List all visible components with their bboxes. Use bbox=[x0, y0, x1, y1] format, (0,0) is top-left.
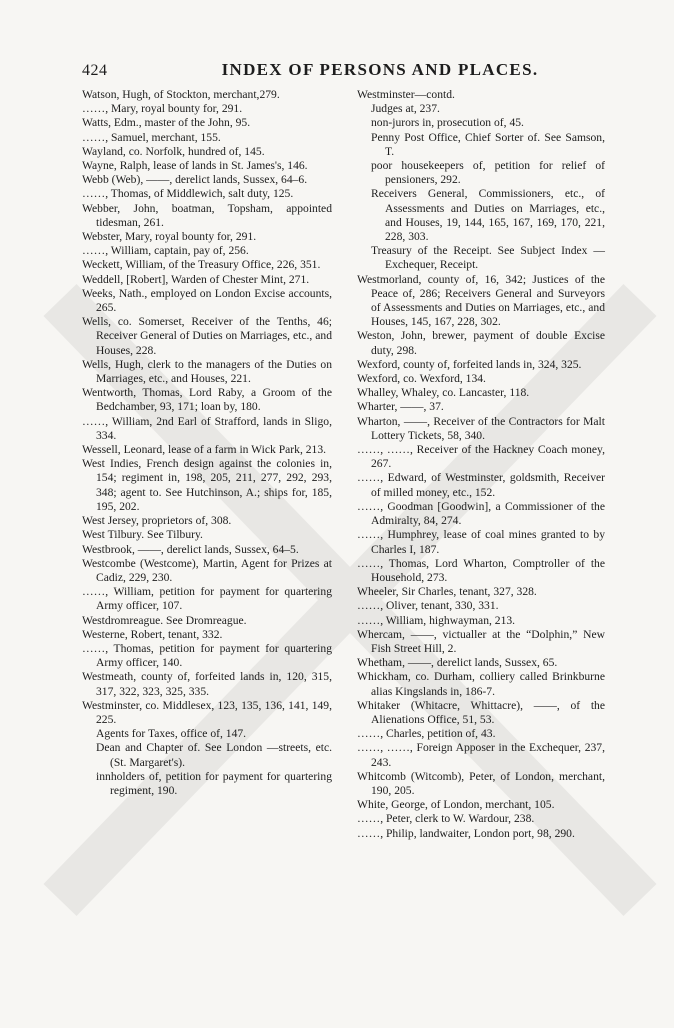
index-entry: Whitaker (Whitacre, Whittacre), ——, of the Alienations Office, 51, 53. bbox=[357, 698, 605, 726]
index-entry: ……, Thomas, of Middlewich, salt duty, 125. bbox=[82, 187, 294, 201]
index-entry: ……, Thomas, Lord Wharton, Comptroller of the Household, 273. bbox=[357, 556, 605, 584]
index-entry: Wexford, county of, forfeited lands in, 324, 325. bbox=[357, 357, 582, 371]
index-entry: ……, Edward, of Westminster, goldsmith, Receiver of milled money, etc., 152. bbox=[357, 471, 605, 499]
index-entry: Whickham, co. Durham, colliery called Brinkburne alias Kingslands in, 186-7. bbox=[357, 670, 605, 698]
index-subentry: Penny Post Office, Chief Sorter of. See Samson, T. bbox=[371, 130, 605, 158]
index-entry: Wells, Hugh, clerk to the managers of the Duties on Marriages, etc., and Houses, 221. bbox=[82, 357, 332, 386]
index-entry: Wessell, Leonard, lease of a farm in Wick Park, 213. bbox=[82, 443, 327, 457]
index-entry: Wentworth, Thomas, Lord Raby, a Groom of the Bedchamber, 93, 171; loan by, 180. bbox=[82, 386, 332, 414]
index-entry: Whercam, ——, victualler at the “Dolphin,” New Fish Street Hill, 2. bbox=[357, 627, 605, 655]
index-entry: Wheeler, Sir Charles, tenant, 327, 328. bbox=[357, 585, 537, 599]
index-entry: Weston, John, brewer, payment of double Excise duty, 298. bbox=[357, 329, 605, 357]
index-entry: Wharton, ——, Receiver of the Contractors for Malt Lottery Tickets, 58, 340. bbox=[357, 414, 605, 442]
page-header bbox=[82, 60, 602, 84]
running-title: INDEX OF PERSONS AND PLACES. bbox=[221, 60, 539, 79]
index-entry: Webber, John, boatman, Topsham, appointed tidesman, 261. bbox=[82, 201, 332, 229]
index-subentry: Judges at, 237. bbox=[371, 102, 440, 116]
index-entry: Watts, Edm., master of the John, 95. bbox=[82, 116, 251, 130]
index-entry: West Indies, French design against the colonies in, 154; regiment in, 198, 205, 211, 277, 292, 293, 348; agent to. See Hutchinson, A.; ships for, 185, 195, 202. bbox=[82, 457, 332, 513]
index-entry: West Jersey, proprietors of, 308. bbox=[82, 514, 232, 528]
index-entry: Westcombe (Westcome), Martin, Agent for Prizes at Cadiz, 229, 230. bbox=[82, 556, 332, 584]
index-entry: Westdromreague. See Dromreague. bbox=[82, 613, 247, 627]
index-entry: Whitcomb (Witcomb), Peter, of London, merchant, 190, 205. bbox=[357, 769, 605, 797]
index-entry: ……, Humphrey, lease of coal mines granted to by Charles I, 187. bbox=[357, 528, 605, 556]
index-entry: Westerne, Robert, tenant, 332. bbox=[82, 627, 223, 641]
index-entry: Westminster, co. Middlesex, 123, 135, 136, 141, 149, 225. bbox=[82, 698, 332, 726]
index-entry: Weckett, William, of the Treasury Office, 226, 351. bbox=[82, 258, 321, 272]
index-entry: Wayland, co. Norfolk, hundred of, 145. bbox=[82, 144, 265, 158]
index-entry: ……, ……, Foreign Apposer in the Exchequer, 237, 243. bbox=[357, 741, 605, 769]
index-entry: ……, Charles, petition of, 43. bbox=[357, 727, 496, 741]
index-entry: ……, William, 2nd Earl of Strafford, lands in Sligo, 334. bbox=[82, 414, 332, 442]
index-subentry: Treasury of the Receipt. See Subject Index — Exchequer, Receipt. bbox=[371, 244, 605, 272]
index-entry: Westmeath, county of, forfeited lands in, 120, 315, 317, 322, 323, 325, 335. bbox=[82, 670, 332, 698]
index-entry: Westminster—contd. bbox=[357, 88, 455, 101]
index-entry: ……, Samuel, merchant, 155. bbox=[82, 130, 221, 144]
index-entry: Wells, co. Somerset, Receiver of the Tenths, 46; Receiver General of Duties on Marriages, etc., and Houses, 228. bbox=[82, 315, 332, 357]
index-entry: ……, Thomas, petition for payment for quartering Army officer, 140. bbox=[82, 641, 332, 670]
index-entry: ……, Mary, royal bounty for, 291. bbox=[82, 102, 243, 116]
index-entry: ……, Oliver, tenant, 330, 331. bbox=[357, 599, 499, 613]
index-entry: West Tilbury. See Tilbury. bbox=[82, 528, 203, 542]
index-entry: ……, Goodman [Goodwin], a Commissioner of the Admiralty, 84, 274. bbox=[357, 499, 605, 528]
index-column-right bbox=[357, 88, 605, 841]
index-subentry: Dean and Chapter of. See London —streets, etc. (St. Margaret's). bbox=[96, 741, 332, 769]
index-entry: ……, Philip, landwaiter, London port, 98, 290. bbox=[357, 826, 575, 840]
index-entry: Westbrook, ——, derelict lands, Sussex, 64–5. bbox=[82, 542, 299, 556]
index-entry: Watson, Hugh, of Stockton, merchant,279. bbox=[82, 88, 280, 101]
index-entry: ……, William, captain, pay of, 256. bbox=[82, 244, 249, 258]
index-subentry: Agents for Taxes, office of, 147. bbox=[96, 727, 247, 741]
index-entry: Weddell, [Robert], Warden of Chester Mint, 271. bbox=[82, 272, 310, 286]
index-subentry: innholders of, petition for payment for quartering regiment, 190. bbox=[96, 769, 332, 797]
index-entry: Whalley, Whaley, co. Lancaster, 118. bbox=[357, 386, 530, 400]
index-subentry: poor housekeepers of, petition for relief of pensioners, 292. bbox=[371, 159, 605, 187]
index-entry: Wharter, ——, 37. bbox=[357, 400, 444, 414]
index-entry: Westmorland, county of, 16, 342; Justices of the Peace of, 286; Receivers General and Surveyors of Assessments and Duties on Marriages, etc., and Houses, 145, 167, 228, 302. bbox=[357, 272, 605, 329]
index-subentry: Receivers General, Commissioners, etc., of Assessments and Duties on Marriages, etc., and Houses, 19, 144, 165, 167, 169, 170, 221, 228, 303. bbox=[371, 187, 605, 244]
page-number: 424 bbox=[82, 62, 108, 79]
index-entry: ……, Peter, clerk to W. Wardour, 238. bbox=[357, 812, 535, 826]
index-entry: White, George, of London, merchant, 105. bbox=[357, 798, 555, 812]
index-entry: Webb (Web), ——, derelict lands, Sussex, 64–6. bbox=[82, 173, 308, 187]
index-entry: Webster, Mary, royal bounty for, 291. bbox=[82, 230, 257, 244]
index-entry: Weeks, Nath., employed on London Excise accounts, 265. bbox=[82, 286, 332, 315]
index-entry: ……, William, petition for payment for quartering Army officer, 107. bbox=[82, 585, 332, 613]
index-entry: Whetham, ——, derelict lands, Sussex, 65. bbox=[357, 656, 558, 670]
index-subentry: non-jurors in, prosecution of, 45. bbox=[371, 116, 524, 130]
index-entry: ……, ……, Receiver of the Hackney Coach money, 267. bbox=[357, 443, 605, 471]
index-entry: Wayne, Ralph, lease of lands in St. James's, 146. bbox=[82, 159, 308, 173]
index-column-left bbox=[82, 88, 332, 798]
index-entry: Wexford, co. Wexford, 134. bbox=[357, 372, 486, 386]
index-entry: ……, William, highwayman, 213. bbox=[357, 613, 516, 627]
